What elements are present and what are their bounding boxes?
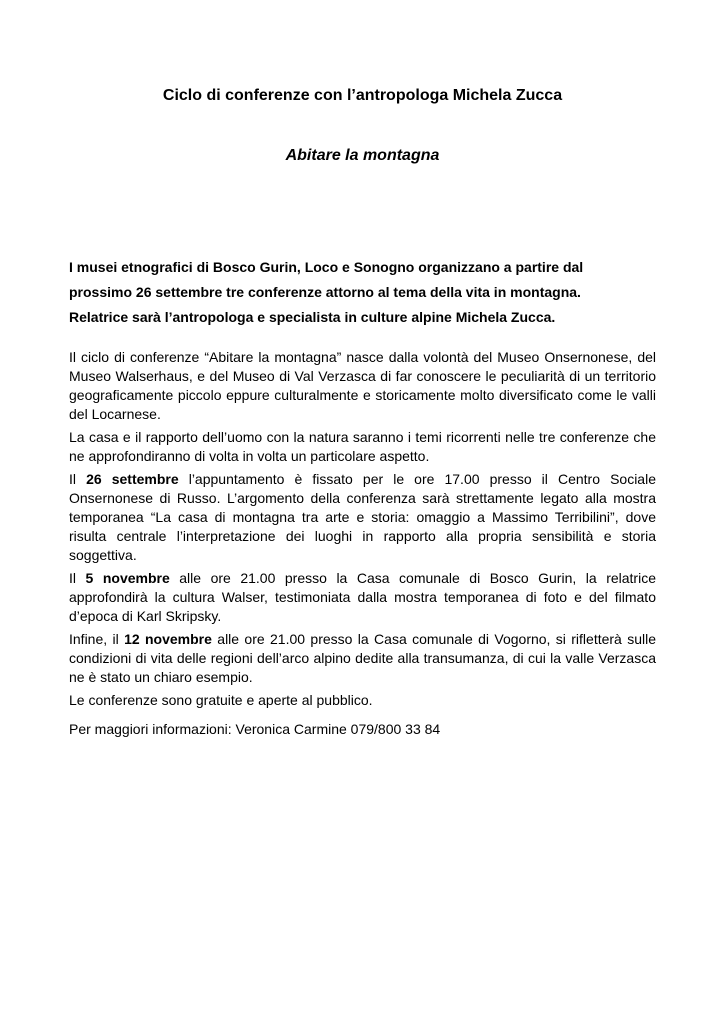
body-text <box>69 348 656 714</box>
paragraph-text: Infine, il <box>69 631 125 647</box>
paragraph-text: alle ore 21.00 presso la Casa comunale di Bosco Gurin, la relatrice approfondirà la cultura Walser, testimoniata dalla mostra temporanea di foto e del filmato d’epoca di Karl Skripsky. <box>69 570 656 624</box>
paragraph-text: Il <box>69 570 86 586</box>
paragraph-overview: Il ciclo di conferenze “Abitare la montagna” nasce dalla volontà del Museo Onsernonese, del Museo Walserhaus, e del Museo di Val Verzasca di far conoscere le peculiarità di un territorio geograficamente piccolo eppure culturalmente e storicamente molto diversificato come le valli del Locarnese. <box>69 349 656 422</box>
intro-paragraph <box>69 256 659 331</box>
paragraph-first-conference <box>69 470 656 565</box>
paragraph-third-conference <box>69 630 656 687</box>
intro-line: Relatrice sarà l’antropologa e specialista in culture alpine Michela Zucca. <box>69 309 556 325</box>
conference-date: 26 settembre <box>86 471 179 487</box>
paragraph-text: Il <box>69 471 87 487</box>
paragraph-themes: La casa e il rapporto dell’uomo con la natura saranno i temi ricorrenti nelle tre conferenze che ne approfondiranno di volta in volta un particolare aspetto. <box>69 429 656 464</box>
document-subtitle: Abitare la montagna <box>285 147 440 164</box>
paragraph-text: l’appuntamento è fissato per le ore 17.00 presso il Centro Sociale Onsernonese di Russo. L’argomento della conferenza sarà strettamente legato alla mostra temporanea “La casa di montagna tra arte e storia: omaggio a Massimo Terribilini”, dove risulta centrale l’interpretazione dei luoghi in rapporto alla propria sensibilità e storia soggettiva. <box>69 471 656 563</box>
conference-date: 12 novembre <box>124 631 212 647</box>
intro-line: I musei etnografici di Bosco Gurin, Loco e Sonogno organizzano a partire dal <box>69 259 584 275</box>
paragraph-second-conference <box>69 569 656 626</box>
paragraph-text: alle ore 21.00 presso la Casa comunale di Vogorno, si rifletterà sulle condizioni di vita delle regioni dell’arco alpino dedite alla transumanza, di cui la valle Verzasca ne è stato un chiaro esempio. <box>69 631 656 685</box>
intro-line: prossimo 26 settembre tre conferenze attorno al tema della vita in montagna. <box>69 284 581 300</box>
paragraph-free-entry: Le conferenze sono gratuite e aperte al pubblico. <box>69 692 373 708</box>
document-title: Ciclo di conferenze con l’antropologa Michela Zucca <box>162 87 563 104</box>
contact-info: Per maggiori informazioni: Veronica Carmine 079/800 33 84 <box>69 721 441 737</box>
conference-date: 5 novembre <box>85 570 170 586</box>
